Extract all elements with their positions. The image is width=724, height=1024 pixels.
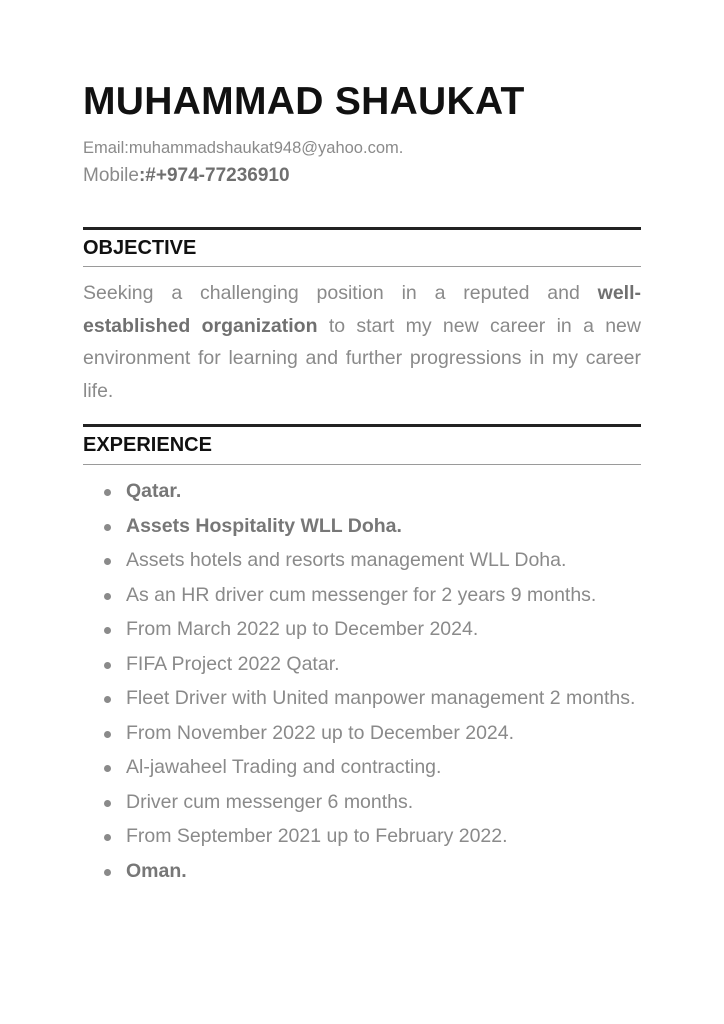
mobile-number: :#+974-77236910 [138,165,290,186]
experience-item-text: Assets Hospitality WLL Doha. [126,514,402,537]
objective-text-start: Seeking a challenging position in a reputed and [83,282,598,304]
experience-heading: EXPERIENCE [83,434,212,456]
experience-top-rule [83,424,641,427]
bullet-icon [104,558,111,565]
experience-item-text: From March 2022 up to December 2024. [126,618,479,640]
bullet-icon [104,765,111,772]
objective-bottom-rule [83,266,641,267]
experience-item [83,613,641,647]
experience-item [83,717,641,751]
experience-item-text: Oman. [126,859,187,882]
experience-item-text: Al-jawaheel Trading and contracting. [126,756,442,778]
bullet-icon [104,696,111,703]
mobile-label: Mobile [83,165,139,186]
objective-text-bold: well-established organization [83,282,641,337]
experience-item [83,786,641,820]
experience-item-text: As an HR driver cum messenger for 2 years 9 months. [126,583,597,606]
candidate-name: MUHAMMAD SHAUKAT [83,80,525,123]
bullet-icon [104,869,111,876]
bullet-icon [104,627,111,634]
experience-item [83,544,641,578]
experience-item-text: Driver cum messenger 6 months. [126,790,414,813]
experience-bottom-rule [83,464,641,465]
experience-item-text: Qatar. [126,480,182,502]
objective-heading: OBJECTIVE [83,237,197,259]
bullet-icon [104,662,111,669]
experience-item [83,682,641,716]
mobile-line [83,165,290,187]
objective-text [83,277,641,407]
objective-top-rule [83,227,641,230]
bullet-icon [104,524,111,531]
experience-item-text: FIFA Project 2022 Qatar. [126,652,340,675]
experience-item [83,510,641,544]
experience-item [83,855,641,889]
experience-item [83,475,641,509]
bullet-icon [104,800,111,807]
experience-item-text: Fleet Driver with United manpower management 2 months. [126,687,636,709]
experience-item [83,579,641,613]
experience-item [83,751,641,785]
experience-item-text: From September 2021 up to February 2022. [126,825,508,847]
bullet-icon [104,593,111,600]
bullet-icon [104,834,111,841]
experience-item [83,648,641,682]
experience-item-text: Assets hotels and resorts management WLL Doha. [126,549,567,571]
bullet-icon [104,731,111,738]
experience-list [83,475,641,889]
experience-item [83,820,641,854]
bullet-icon [104,489,111,496]
objective-text-end: to start my new career in a new environment for learning and further progressions in my career life. [83,314,641,402]
experience-item-text: From November 2022 up to December 2024. [126,721,515,744]
email-line: Email:muhammadshaukat948@yahoo.com. [83,139,404,157]
